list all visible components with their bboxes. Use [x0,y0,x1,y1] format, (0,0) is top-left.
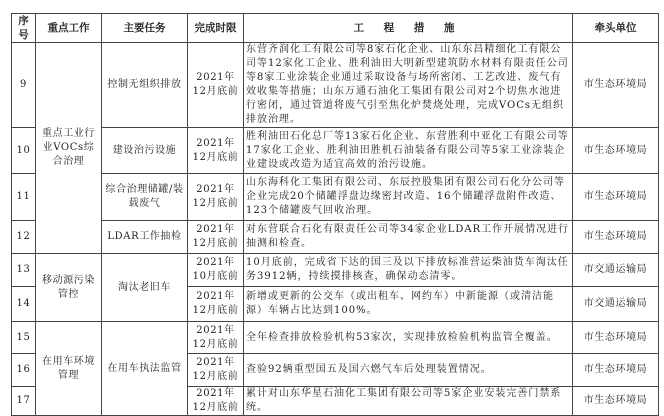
deadline-cell: 2021年12月底前 [188,221,244,254]
measures-cell: 东营齐润化工有限公司等8家石化企业、山东东昌精细化工有限公司等12家化工企业、胜利油田大明新型建筑防水材料有限责任公司等8家工业涂装企业通过采取设备与场所密闭、工艺改进、废气有效收集等措施；山东万通石油化工集团有限公司对2个切焦水池进行密闭，通过管道将废气引至焦化炉焚烧处理，完成VOCs无组织排放治理。 [244,43,573,128]
deadline-cell: 2021年12月底前 [188,287,244,322]
task-cell: 淘汰老旧车 [102,254,188,322]
measures-cell: 10月底前，完成省下达的国三及以下排放标准营运柴油货车淘汰任务3912辆，持续摸排核查，确保动态清零。 [244,254,573,287]
seq-cell: 17 [12,387,36,416]
deadline-cell: 2021年12月底前 [188,174,244,221]
table-row [12,322,659,354]
lead-cell: 市生态环境局 [573,322,659,354]
header-deadline: 完成时限 [188,14,244,43]
task-cell: 建设治污设施 [102,128,188,174]
deadline-cell: 2021年12月底前 [188,43,244,128]
task-cell: 综合治理储罐/装载废气 [102,174,188,221]
measures-cell: 全年检查排放检验机构53家次，实现排放检验机构监管全覆盖。 [244,322,573,354]
deadline-cell: 2021年12月底前 [188,354,244,387]
header-row [12,14,659,43]
seq-cell: 12 [12,221,36,254]
header-lead: 牵头单位 [573,14,659,43]
measures-cell: 累计对山东华星石油化工集团有限公司等5家企业安装完善门禁系统。 [244,387,573,416]
table-row [12,43,659,128]
table-row [12,174,659,221]
deadline-cell: 2021年10月底前 [188,254,244,287]
focus-cell: 移动源污染管控 [36,254,102,322]
measures-cell: 胜利油田石化总厂等13家石化企业、东营胜利中亚化工有限公司等17家化工企业、胜利油田胜机石油装备有限公司等5家工业涂装企业建设或改造为适宜高效的治污设施。 [244,128,573,174]
lead-cell: 市生态环境局 [573,43,659,128]
table-row [12,221,659,254]
lead-cell: 市生态环境局 [573,174,659,221]
header-focus: 重点工作 [36,14,102,43]
focus-cell: 重点工业行业VOCs综合治理 [36,43,102,254]
lead-cell: 市生态环境局 [573,387,659,416]
lead-cell: 市交通运输局 [573,254,659,287]
lead-cell: 市生态环境局 [573,128,659,174]
table-row [12,128,659,174]
seq-cell: 13 [12,254,36,287]
seq-cell: 10 [12,128,36,174]
header-task: 主要任务 [102,14,188,43]
header-seq: 序号 [12,14,36,43]
task-cell: LDAR工作抽检 [102,221,188,254]
lead-cell: 市生态环境局 [573,354,659,387]
task-cell: 在用车执法监管 [102,322,188,416]
seq-cell: 16 [12,354,36,387]
measures-cell: 查验92辆重型国五及国六燃气车后处理装置情况。 [244,354,573,387]
seq-cell: 14 [12,287,36,322]
table-row [12,254,659,287]
deadline-cell: 2021年12月底前 [188,128,244,174]
measures-cell: 山东海科化工集团有限公司、东辰控股集团有限公司石化分公司等企业完成20个储罐浮盘边缘密封改造、16个储罐浮盘附件改造、123个储罐废气回收治理。 [244,174,573,221]
deadline-cell: 2021年12月底前 [188,387,244,416]
measures-cell: 对东营联合石化有限责任公司等34家企业LDAR工作开展情况进行抽测和检查。 [244,221,573,254]
seq-cell: 15 [12,322,36,354]
focus-cell: 在用车环境管理 [36,322,102,416]
deadline-cell: 2021年12月底前 [188,322,244,354]
lead-cell: 市交通运输局 [573,287,659,322]
measures-table [11,13,659,416]
seq-cell: 11 [12,174,36,221]
lead-cell: 市生态环境局 [573,221,659,254]
seq-cell: 9 [12,43,36,128]
header-measures: 工 程 措 施 [244,14,573,43]
measures-cell: 新增或更新的公交车（或出租车、网约车）中新能源（或清洁能源）车辆占比达到100%。 [244,287,573,322]
task-cell: 控制无组织排放 [102,43,188,128]
